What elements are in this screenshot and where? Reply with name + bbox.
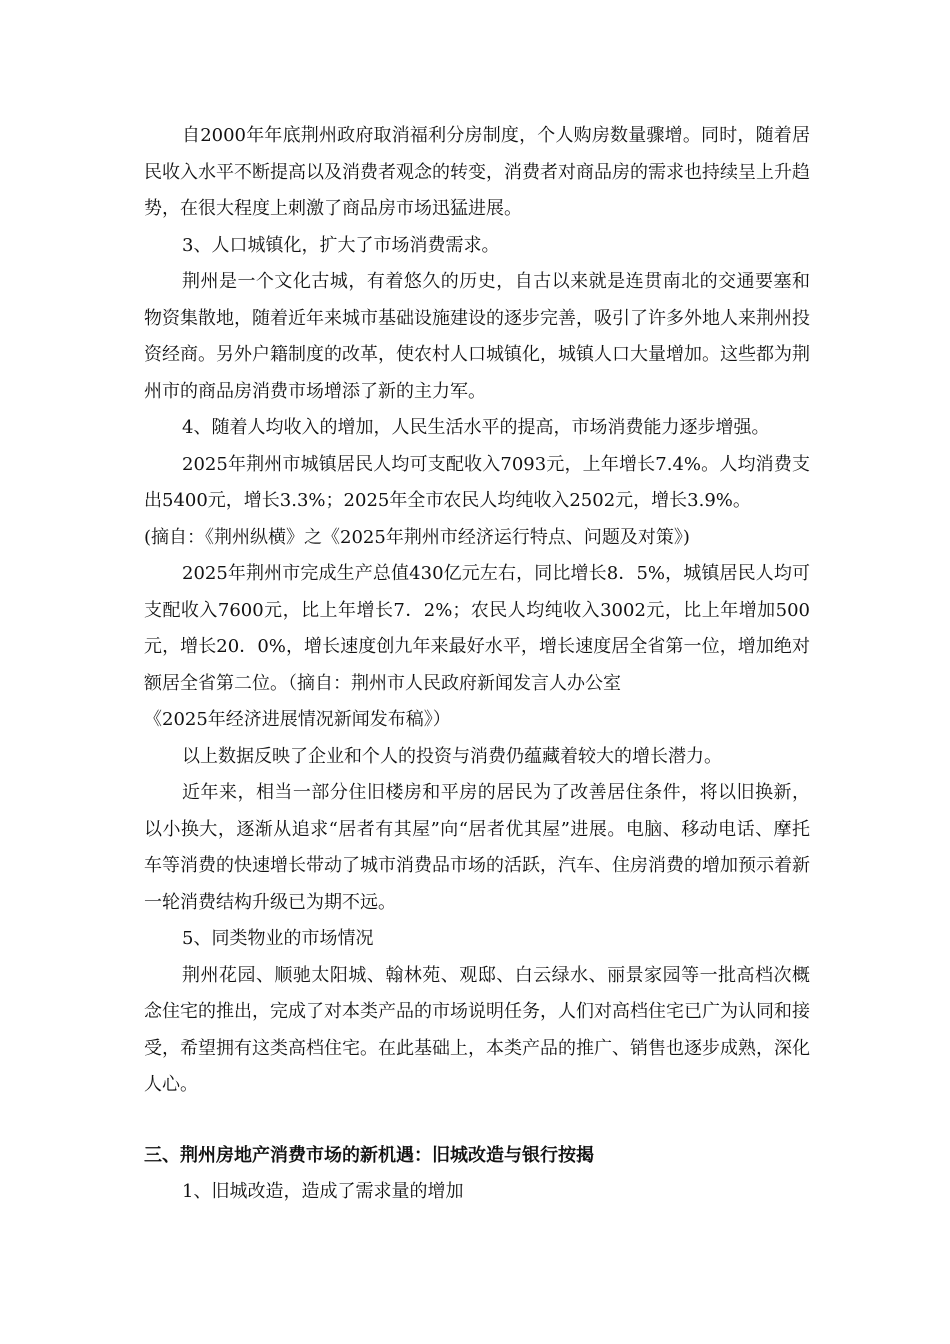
paragraph-housing-reform: 自2000年年底荆州政府取消福利分房制度，个人购房数量骤增。同时，随着居民收入水平不断提高以及消费者观念的转变，消费者对商品房的需求也持续呈上升趋势，在很大程度上刺激了商品房市场迅猛进展。 [144, 125, 810, 219]
paragraph-gdp-stats: 2025年荆州市完成生产总值430亿元左右，同比增长8．5%，城镇居民人均可支配收入7600元，比上年增长7．2%；农民人均纯收入3002元，比上年增加500元，增长20．0%，增长速度创九年来最好水平，增长速度居全省第一位，增加绝对额居全省第二位。（摘自：荆州市人民政府新闻发言人办公室 [144, 563, 810, 694]
section-heading-3: 三、荆州房地产消费市场的新机遇：旧城改造与银行按揭 [144, 1144, 594, 1166]
document-body [144, 118, 810, 1211]
paragraph-income-stats-2025: 2025年荆州市城镇居民人均可支配收入7093元，上年增长7.4%。人均消费支出5400元，增长3.3%；2025年全市农民人均纯收入2502元，增长3.9%。 [144, 453, 810, 511]
paragraph-point-5-title: 5、同类物业的市场情况 [182, 928, 374, 949]
paragraph-urbanization: 荆州是一个文化古城，有着悠久的历史，自古以来就是连贯南北的交通要塞和物资集散地，随着近年来城市基础设施建设的逐步完善，吸引了许多外地人来荆州投资经商。另外户籍制度的改革，使农村人口城镇化，城镇人口大量增加。这些都为荆州市的商品房消费市场增添了新的主力军。 [144, 271, 810, 402]
paragraph-similar-properties: 荆州花园、顺驰太阳城、翰林苑、观邸、白云绿水、丽景家园等一批高档次概念住宅的推出，完成了对本类产品的市场说明任务，人们对高档住宅已广为认同和接受，希望拥有这类高档住宅。在此基础上，本类产品的推广、销售也逐步成熟，深化人心。 [144, 964, 810, 1095]
paragraph-citation-1: (摘自：《荆州纵横》之《2025年荆州市经济运行特点、问题及对策》) [144, 526, 690, 548]
paragraph-growth-potential: 以上数据反映了企业和个人的投资与消费仍蕴藏着较大的增长潜力。 [182, 745, 722, 767]
paragraph-point-3-title: 3、人口城镇化，扩大了市场消费需求。 [182, 234, 500, 256]
paragraph-subpoint-1: 1、旧城改造，造成了需求量的增加 [182, 1181, 464, 1202]
paragraph-point-4-title: 4、随着人均收入的增加，人民生活水平的提高，市场消费能力逐步增强。 [182, 417, 770, 438]
paragraph-consumption-upgrade: 近年来，相当一部分住旧楼房和平房的居民为了改善居住条件，将以旧换新，以小换大，逐渐从追求“居者有其屋”向“居者优其屋”进展。电脑、移动电话、摩托车等消费的快速增长带动了城市消费品市场的活跃，汽车、住房消费的增加预示着新一轮消费结构升级已为期不远。 [144, 782, 810, 913]
paragraph-citation-2: 《2025年经济进展情况新闻发布稿》） [144, 709, 451, 730]
